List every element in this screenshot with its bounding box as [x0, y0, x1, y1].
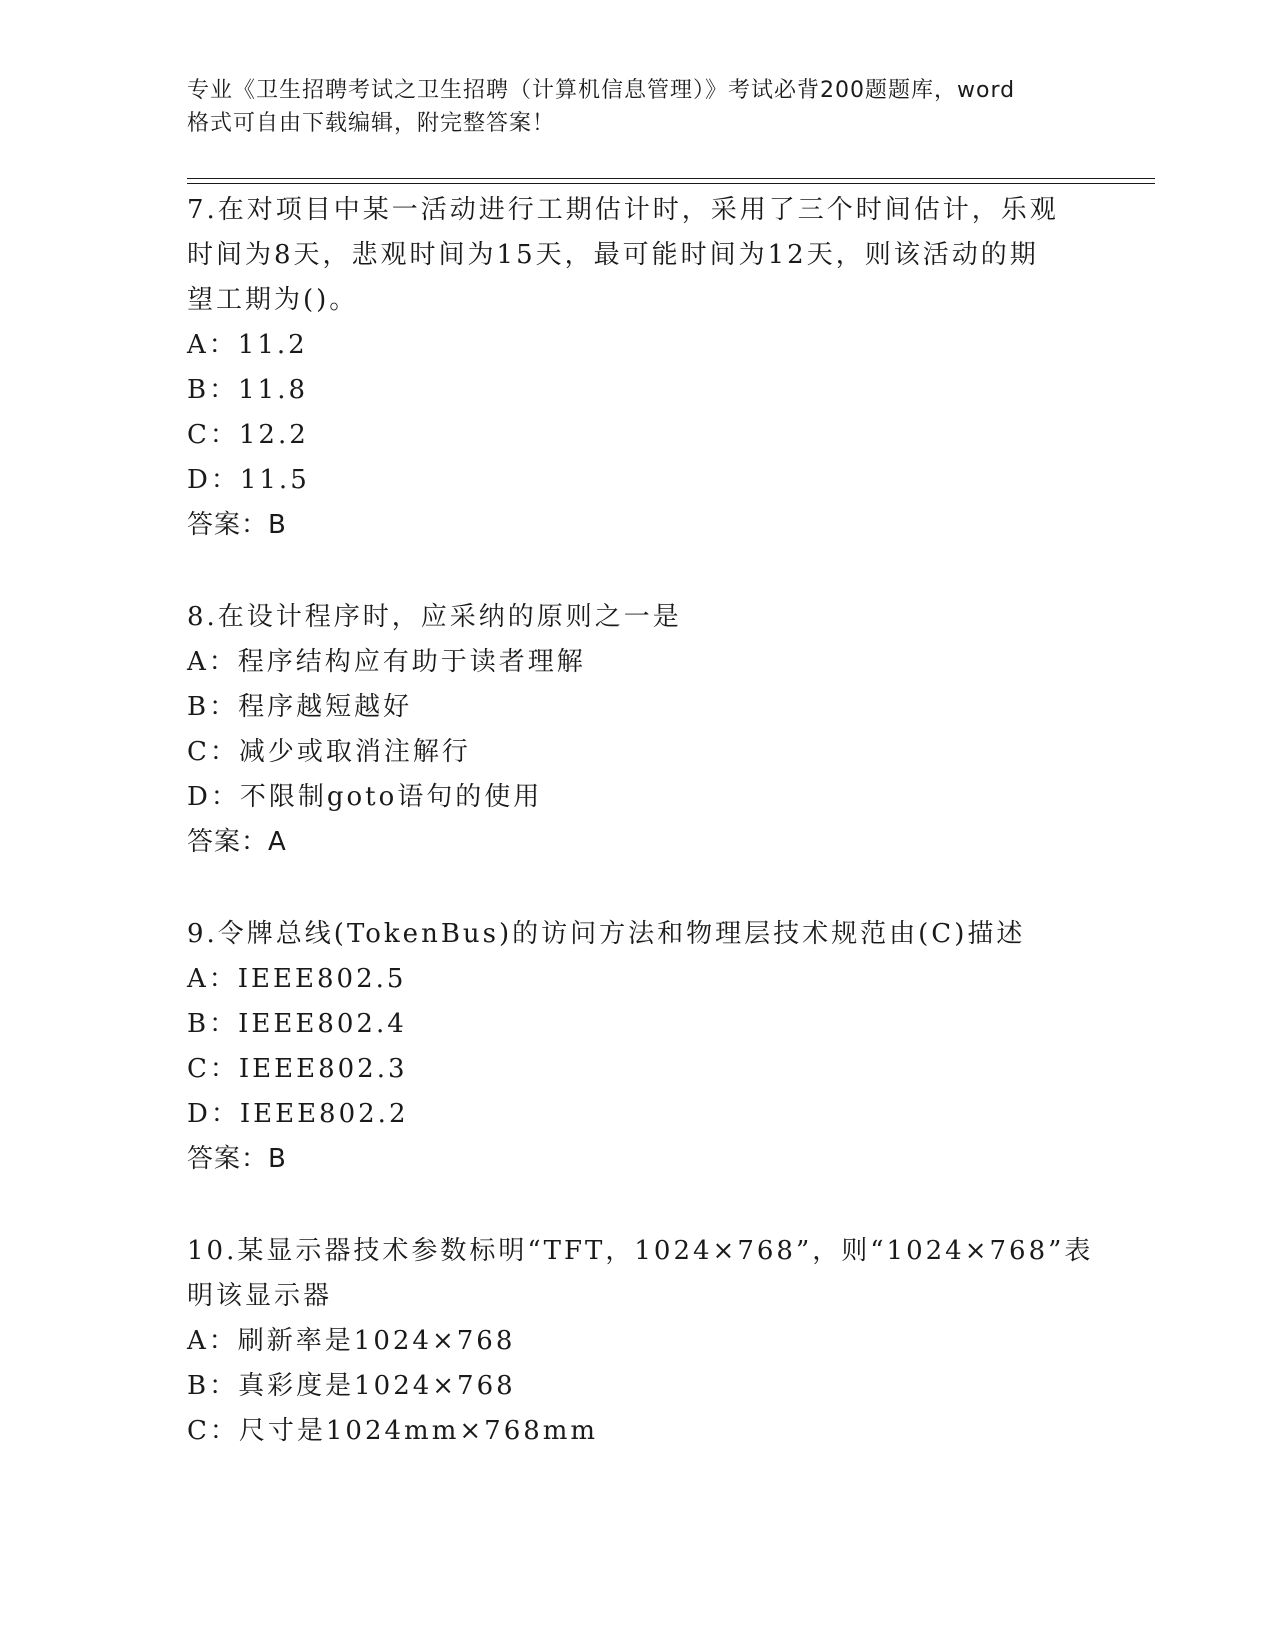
option-a: A：IEEE802.5 [187, 964, 407, 994]
option-b: B：IEEE802.4 [187, 1009, 407, 1039]
header-divider-top [187, 178, 1155, 179]
option-c: C：IEEE802.3 [187, 1054, 408, 1084]
option-b: B：程序越短越好 [187, 692, 413, 722]
question-stem-line: 望工期为()。 [187, 285, 359, 315]
option-b: B：11.8 [187, 375, 308, 405]
question-block [187, 188, 1087, 548]
question-block [187, 1229, 1094, 1454]
option-d: D：IEEE802.2 [187, 1099, 409, 1129]
document-header [187, 74, 1087, 140]
option-a: A：刷新率是1024×768 [187, 1326, 516, 1356]
question-stem-line: 9.令牌总线(TokenBus)的访问方法和物理层技术规范由(C)描述 [187, 919, 1026, 949]
question-spacer [187, 548, 1087, 595]
option-c: C：尺寸是1024mm×768mm [187, 1416, 599, 1446]
question-block [187, 912, 1087, 1182]
header-line-2: 格式可自由下载编辑，附完整答案！ [187, 111, 556, 136]
question-stem-line: 明该显示器 [187, 1281, 333, 1311]
option-c: C：减少或取消注解行 [187, 737, 471, 767]
option-d: D：11.5 [187, 465, 310, 495]
answer-line: 答案：A [187, 827, 287, 857]
option-c: C：12.2 [187, 420, 309, 450]
option-b: B：真彩度是1024×768 [187, 1371, 516, 1401]
question-list [187, 188, 1094, 1454]
question-block [187, 595, 1087, 865]
question-spacer [187, 865, 1087, 912]
option-a: A：程序结构应有助于读者理解 [187, 647, 586, 677]
question-stem-line: 10.某显示器技术参数标明“TFT，1024×768”，则“1024×768”表 [187, 1236, 1094, 1266]
question-spacer [187, 1182, 1087, 1229]
answer-line: 答案：B [187, 1144, 287, 1174]
answer-line: 答案：B [187, 510, 287, 540]
option-a: A：11.2 [187, 330, 308, 360]
header-divider-bottom [187, 183, 1155, 184]
option-d: D：不限制goto语句的使用 [187, 782, 543, 812]
header-line-1: 专业《卫生招聘考试之卫生招聘（计算机信息管理）》考试必背200题题库，word [187, 78, 1016, 103]
question-stem-line: 8.在设计程序时，应采纳的原则之一是 [187, 602, 682, 632]
question-stem-line: 时间为8天，悲观时间为15天，最可能时间为12天，则该活动的期 [187, 240, 1039, 270]
question-stem-line: 7.在对项目中某一活动进行工期估计时，采用了三个时间估计，乐观 [187, 195, 1059, 225]
